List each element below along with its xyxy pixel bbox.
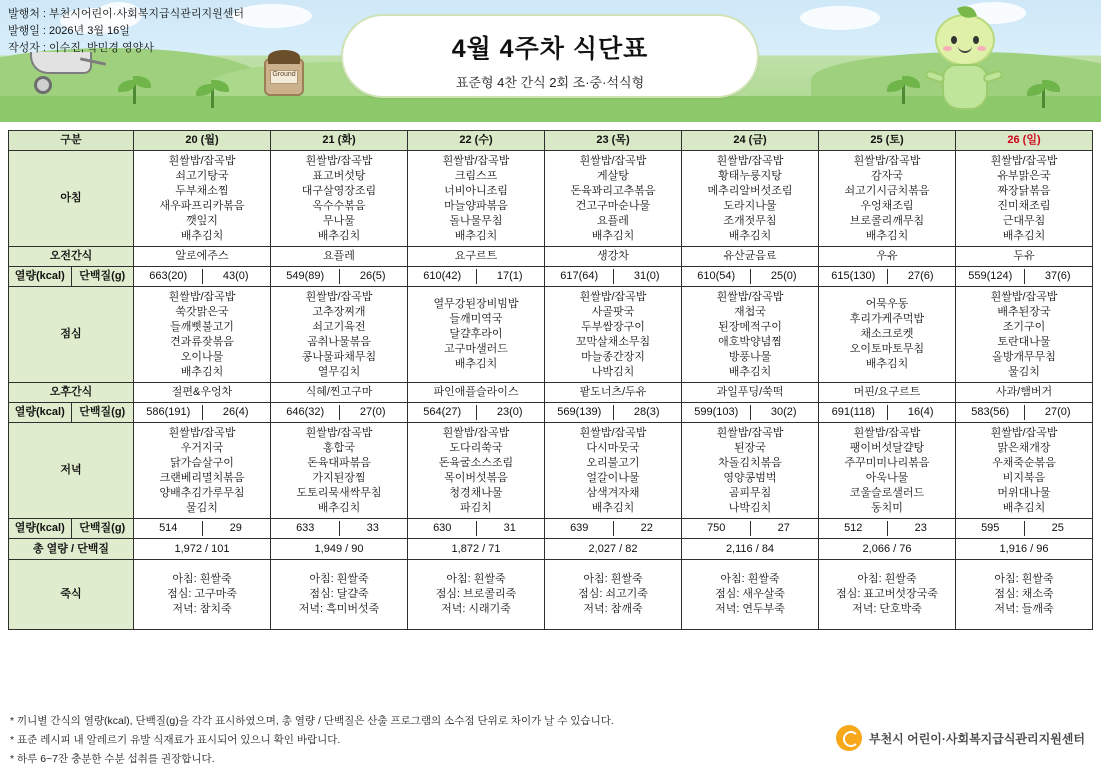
- sprout-icon: [196, 74, 230, 108]
- lunch-cell-3: 흰쌀밥/잡곡밥 사골팟국 두부쌈장구이 꼬막살채소무침 마늘종간장지 나박김치: [545, 287, 682, 383]
- afternoon-snack-cell-5: 머핀/요구르트: [819, 383, 956, 403]
- center-logo: [836, 725, 1085, 751]
- total-cell-5: 2,066 / 76: [819, 539, 956, 560]
- publisher-line-1: 발행처 : 부천시어린이·사회복지급식관리지원센터: [8, 8, 244, 20]
- afternoon-snack-cell-1: 식혜/찐고구마: [271, 383, 408, 403]
- lunch-cell-6: 흰쌀밥/잡곡밥 배추된장국 조기구이 토란대나물 올방개무무침 물김치: [956, 287, 1093, 383]
- mascot-character-icon: [929, 14, 1003, 114]
- afternoon-snack-cell-2: 파인애플슬라이스: [408, 383, 545, 403]
- page-subtitle: 표준형 4찬 간식 2회 조·중·석식형: [455, 75, 645, 90]
- afternoon-nutrition-cell-1: 646(32) 27(0): [271, 403, 408, 423]
- dinner-nutrition-cell-6: 595 25: [956, 519, 1093, 539]
- morning-nutrition-cell-4: 610(54) 25(0): [682, 267, 819, 287]
- morning-nutrition-cell-5: 615(130) 27(6): [819, 267, 956, 287]
- porridge-cell-6: 아침: 흰쌀죽 점심: 채소죽 저녁: 들깨죽: [956, 560, 1093, 630]
- porridge-cell-4: 아침: 흰쌀죽 점심: 새우살죽 저녁: 연두부죽: [682, 560, 819, 630]
- lunch-cell-5: 어묵우동 후리가케주먹밥 채소크로켓 오이토마토무침 배추김치: [819, 287, 956, 383]
- afternoon-nutrition-cell-3: 569(139) 28(3): [545, 403, 682, 423]
- morning-nutrition-cell-6: 559(124) 37(6): [956, 267, 1093, 287]
- porridge-cell-1: 아침: 흰쌀죽 점심: 달걀죽 저녁: 흑미버섯죽: [271, 560, 408, 630]
- porridge-cell-3: 아침: 흰쌀죽 점심: 쇠고기죽 저녁: 참깨죽: [545, 560, 682, 630]
- porridge-cell-2: 아침: 흰쌀죽 점심: 브로콜리죽 저녁: 시래기죽: [408, 560, 545, 630]
- footnote-1: * 끼니별 간식의 열량(kcal), 단백질(g)을 각각 표시하였으며, 총 열량 / 단백질은 산출 프로그램의 소수점 단위로 차이가 날 수 있습니다.: [10, 715, 614, 727]
- dinner-cell-2: 흰쌀밥/잡곡밥 도다리쑥국 돈육굴소스조림 목이버섯볶음 청경채나물 파김치: [408, 423, 545, 519]
- sprout-icon: [118, 70, 152, 104]
- morning-snack-label: 오전간식: [9, 247, 134, 267]
- dinner-cell-0: 흰쌀밥/잡곡밥 우거지국 닭가슴살구이 크랜베리멸치볶음 양배추김가루무침 물김치: [134, 423, 271, 519]
- dinner-nutrition-cell-4: 750 27: [682, 519, 819, 539]
- weekly-menu-table: [8, 130, 1093, 630]
- breakfast-cell-5: 흰쌀밥/잡곡밥 감자국 쇠고기시금치볶음 우엉채조림 브로콜리깨무침 배추김치: [819, 151, 956, 247]
- footnotes: [10, 712, 614, 769]
- cloud-icon: [232, 4, 312, 28]
- morning-nutrition-cell-3: 617(64) 31(0): [545, 267, 682, 287]
- porridge-cell-0: 아침: 흰쌀죽 점심: 고구마죽 저녁: 참치죽: [134, 560, 271, 630]
- header-cell-day-2: 22 (수): [408, 131, 545, 151]
- porridge-row: [9, 560, 1093, 630]
- morning-nutrition-cell-1: 549(89) 26(5): [271, 267, 408, 287]
- afternoon-nutrition-cell-6: 583(56) 27(0): [956, 403, 1093, 423]
- soil-bag-icon: Ground: [258, 48, 310, 98]
- header-cell-day-3: 23 (목): [545, 131, 682, 151]
- dinner-cell-6: 흰쌀밥/잡곡밥 맑은채개장 우채죽순볶음 비지북음 머위대나물 배추김치: [956, 423, 1093, 519]
- breakfast-label: 아침: [9, 151, 134, 247]
- logo-mark-icon: [836, 725, 862, 751]
- header-cell-day-0: 20 (월): [134, 131, 271, 151]
- logo-text: 부천시 어린이·사회복지급식관리지원센터: [869, 731, 1085, 746]
- lunch-cell-1: 흰쌀밥/잡곡밥 고추장찌개 쇠고기육전 곰취나물볶음 콩나물파채무침 열무김치: [271, 287, 408, 383]
- lunch-cell-4: 흰쌀밥/잡곡밥 재첩국 된장메적구이 애호박양념찜 방풍나물 배추김치: [682, 287, 819, 383]
- title-box: [341, 14, 759, 98]
- afternoon-snack-cell-3: 팥도너츠/두유: [545, 383, 682, 403]
- dinner-cell-5: 흰쌀밥/잡곡밥 팽이버섯달걀탕 주꾸미미나리볶음 아욱나물 코울슬로샐러드 동치미: [819, 423, 956, 519]
- footnote-2: * 표준 레시피 내 알레르기 유발 식재료가 표시되어 있으니 확인 바랍니다.: [10, 734, 341, 746]
- dinner-nutrition-cell-5: 512 23: [819, 519, 956, 539]
- sprout-icon: [887, 70, 921, 104]
- total-cell-3: 2,027 / 82: [545, 539, 682, 560]
- morning-snack-row: [9, 247, 1093, 267]
- afternoon-nutrition-label: 열량(kcal) 단백질(g): [9, 403, 134, 423]
- breakfast-cell-3: 흰쌀밥/잡곡밥 게살탕 돈육꽈리고추볶음 건고구마순나물 요플레 배추김치: [545, 151, 682, 247]
- publisher-info: [8, 6, 244, 57]
- total-cell-4: 2,116 / 84: [682, 539, 819, 560]
- header-cell-day-5: 25 (토): [819, 131, 956, 151]
- morning-nutrition-label: 열량(kcal) 단백질(g): [9, 267, 134, 287]
- dinner-nutrition-cell-1: 633 33: [271, 519, 408, 539]
- lunch-label: 점심: [9, 287, 134, 383]
- afternoon-snack-cell-0: 절편&우엉차: [134, 383, 271, 403]
- afternoon-snack-cell-4: 과일푸딩/쑥떡: [682, 383, 819, 403]
- sprout-icon: [1027, 74, 1061, 108]
- afternoon-nutrition-cell-0: 586(191) 26(4): [134, 403, 271, 423]
- breakfast-row: [9, 151, 1093, 247]
- lunch-row: [9, 287, 1093, 383]
- dinner-nutrition-label: 열량(kcal) 단백질(g): [9, 519, 134, 539]
- dinner-row: [9, 423, 1093, 519]
- total-cell-2: 1,872 / 71: [408, 539, 545, 560]
- afternoon-nutrition-cell-2: 564(27) 23(0): [408, 403, 545, 423]
- afternoon-snack-cell-6: 사과/햄버거: [956, 383, 1093, 403]
- morning-nutrition-row: [9, 267, 1093, 287]
- morning-nutrition-cell-0: 663(20) 43(0): [134, 267, 271, 287]
- header-cell-day-6: 26 (일): [956, 131, 1093, 151]
- morning-snack-cell-4: 유산균음료: [682, 247, 819, 267]
- lunch-cell-0: 흰쌀밥/잡곡밥 쑥갓맑은국 들깨삣불고기 견과류잦볶음 오이나물 배추김치: [134, 287, 271, 383]
- breakfast-cell-4: 흰쌀밥/잡곡밥 황태누룽지탕 메추리알버섯조림 도라지나물 조개젓무침 배추김치: [682, 151, 819, 247]
- morning-snack-cell-1: 요플레: [271, 247, 408, 267]
- page-title: 4월 4주차 식단표: [451, 35, 649, 63]
- dinner-nutrition-row: [9, 519, 1093, 539]
- dinner-label: 저녁: [9, 423, 134, 519]
- breakfast-cell-6: 흰쌀밥/잡곡밥 유부맑은국 짜장닭볶음 진미채조림 근대무침 배추김치: [956, 151, 1093, 247]
- lunch-cell-2: 열무강된장비빔밥 들깨미역국 달걀후라이 고구마샐러드 배추김치: [408, 287, 545, 383]
- footnote-3: * 하루 6~7잔 충분한 수분 섭취를 권장합니다.: [10, 753, 215, 765]
- dinner-cell-3: 흰쌀밥/잡곡밥 다시마뭇국 오리불고기 얼갈이나물 삼색겨자채 배추김치: [545, 423, 682, 519]
- dinner-nutrition-cell-2: 630 31: [408, 519, 545, 539]
- morning-snack-cell-2: 요구르트: [408, 247, 545, 267]
- breakfast-cell-2: 흰쌀밥/잡곡밥 크림스프 너비아니조림 마늘양파볶음 돌나물무침 배추김치: [408, 151, 545, 247]
- porridge-label: 죽식: [9, 560, 134, 630]
- dinner-cell-1: 흰쌀밥/잡곡밥 홍합국 돈육대파볶음 가지된장찜 도토리묵새싹무침 배추김치: [271, 423, 408, 519]
- dinner-cell-4: 흰쌀밥/잡곡밥 된장국 차돌김치볶음 영양콩범벅 곰피무침 나박김치: [682, 423, 819, 519]
- morning-snack-cell-0: 알로에주스: [134, 247, 271, 267]
- header-banner: [0, 0, 1101, 122]
- afternoon-nutrition-row: [9, 403, 1093, 423]
- total-cell-1: 1,949 / 90: [271, 539, 408, 560]
- afternoon-snack-label: 오후간식: [9, 383, 134, 403]
- dinner-nutrition-cell-0: 514 29: [134, 519, 271, 539]
- total-cell-6: 1,916 / 96: [956, 539, 1093, 560]
- morning-snack-cell-3: 생강차: [545, 247, 682, 267]
- publisher-line-2: 발행일 : 2026년 3월 16일: [8, 25, 130, 37]
- total-label: 총 열량 / 단백질: [9, 539, 134, 560]
- morning-nutrition-cell-2: 610(42) 17(1): [408, 267, 545, 287]
- breakfast-cell-1: 흰쌀밥/잡곡밥 표고버섯탕 대구살영장조림 옥수수볶음 무나물 배추김치: [271, 151, 408, 247]
- afternoon-nutrition-cell-5: 691(118) 16(4): [819, 403, 956, 423]
- header-cell-category: 구분: [9, 131, 134, 151]
- afternoon-nutrition-cell-4: 599(103) 30(2): [682, 403, 819, 423]
- publisher-line-3: 작성자 : 이수진, 박민경 영양사: [8, 42, 154, 54]
- morning-snack-cell-6: 두유: [956, 247, 1093, 267]
- morning-snack-cell-5: 우유: [819, 247, 956, 267]
- header-cell-day-1: 21 (화): [271, 131, 408, 151]
- total-cell-0: 1,972 / 101: [134, 539, 271, 560]
- afternoon-snack-row: [9, 383, 1093, 403]
- table-header-row: [9, 131, 1093, 151]
- total-row: [9, 539, 1093, 560]
- cloud-icon: [800, 6, 880, 30]
- porridge-cell-5: 아침: 흰쌀죽 점심: 표고버섯장국죽 저녁: 단호박죽: [819, 560, 956, 630]
- dinner-nutrition-cell-3: 639 22: [545, 519, 682, 539]
- header-cell-day-4: 24 (금): [682, 131, 819, 151]
- breakfast-cell-0: 흰쌀밥/잡곡밥 쇠고기탕국 두부채소찜 새우파프리카볶음 깻잎지 배추김치: [134, 151, 271, 247]
